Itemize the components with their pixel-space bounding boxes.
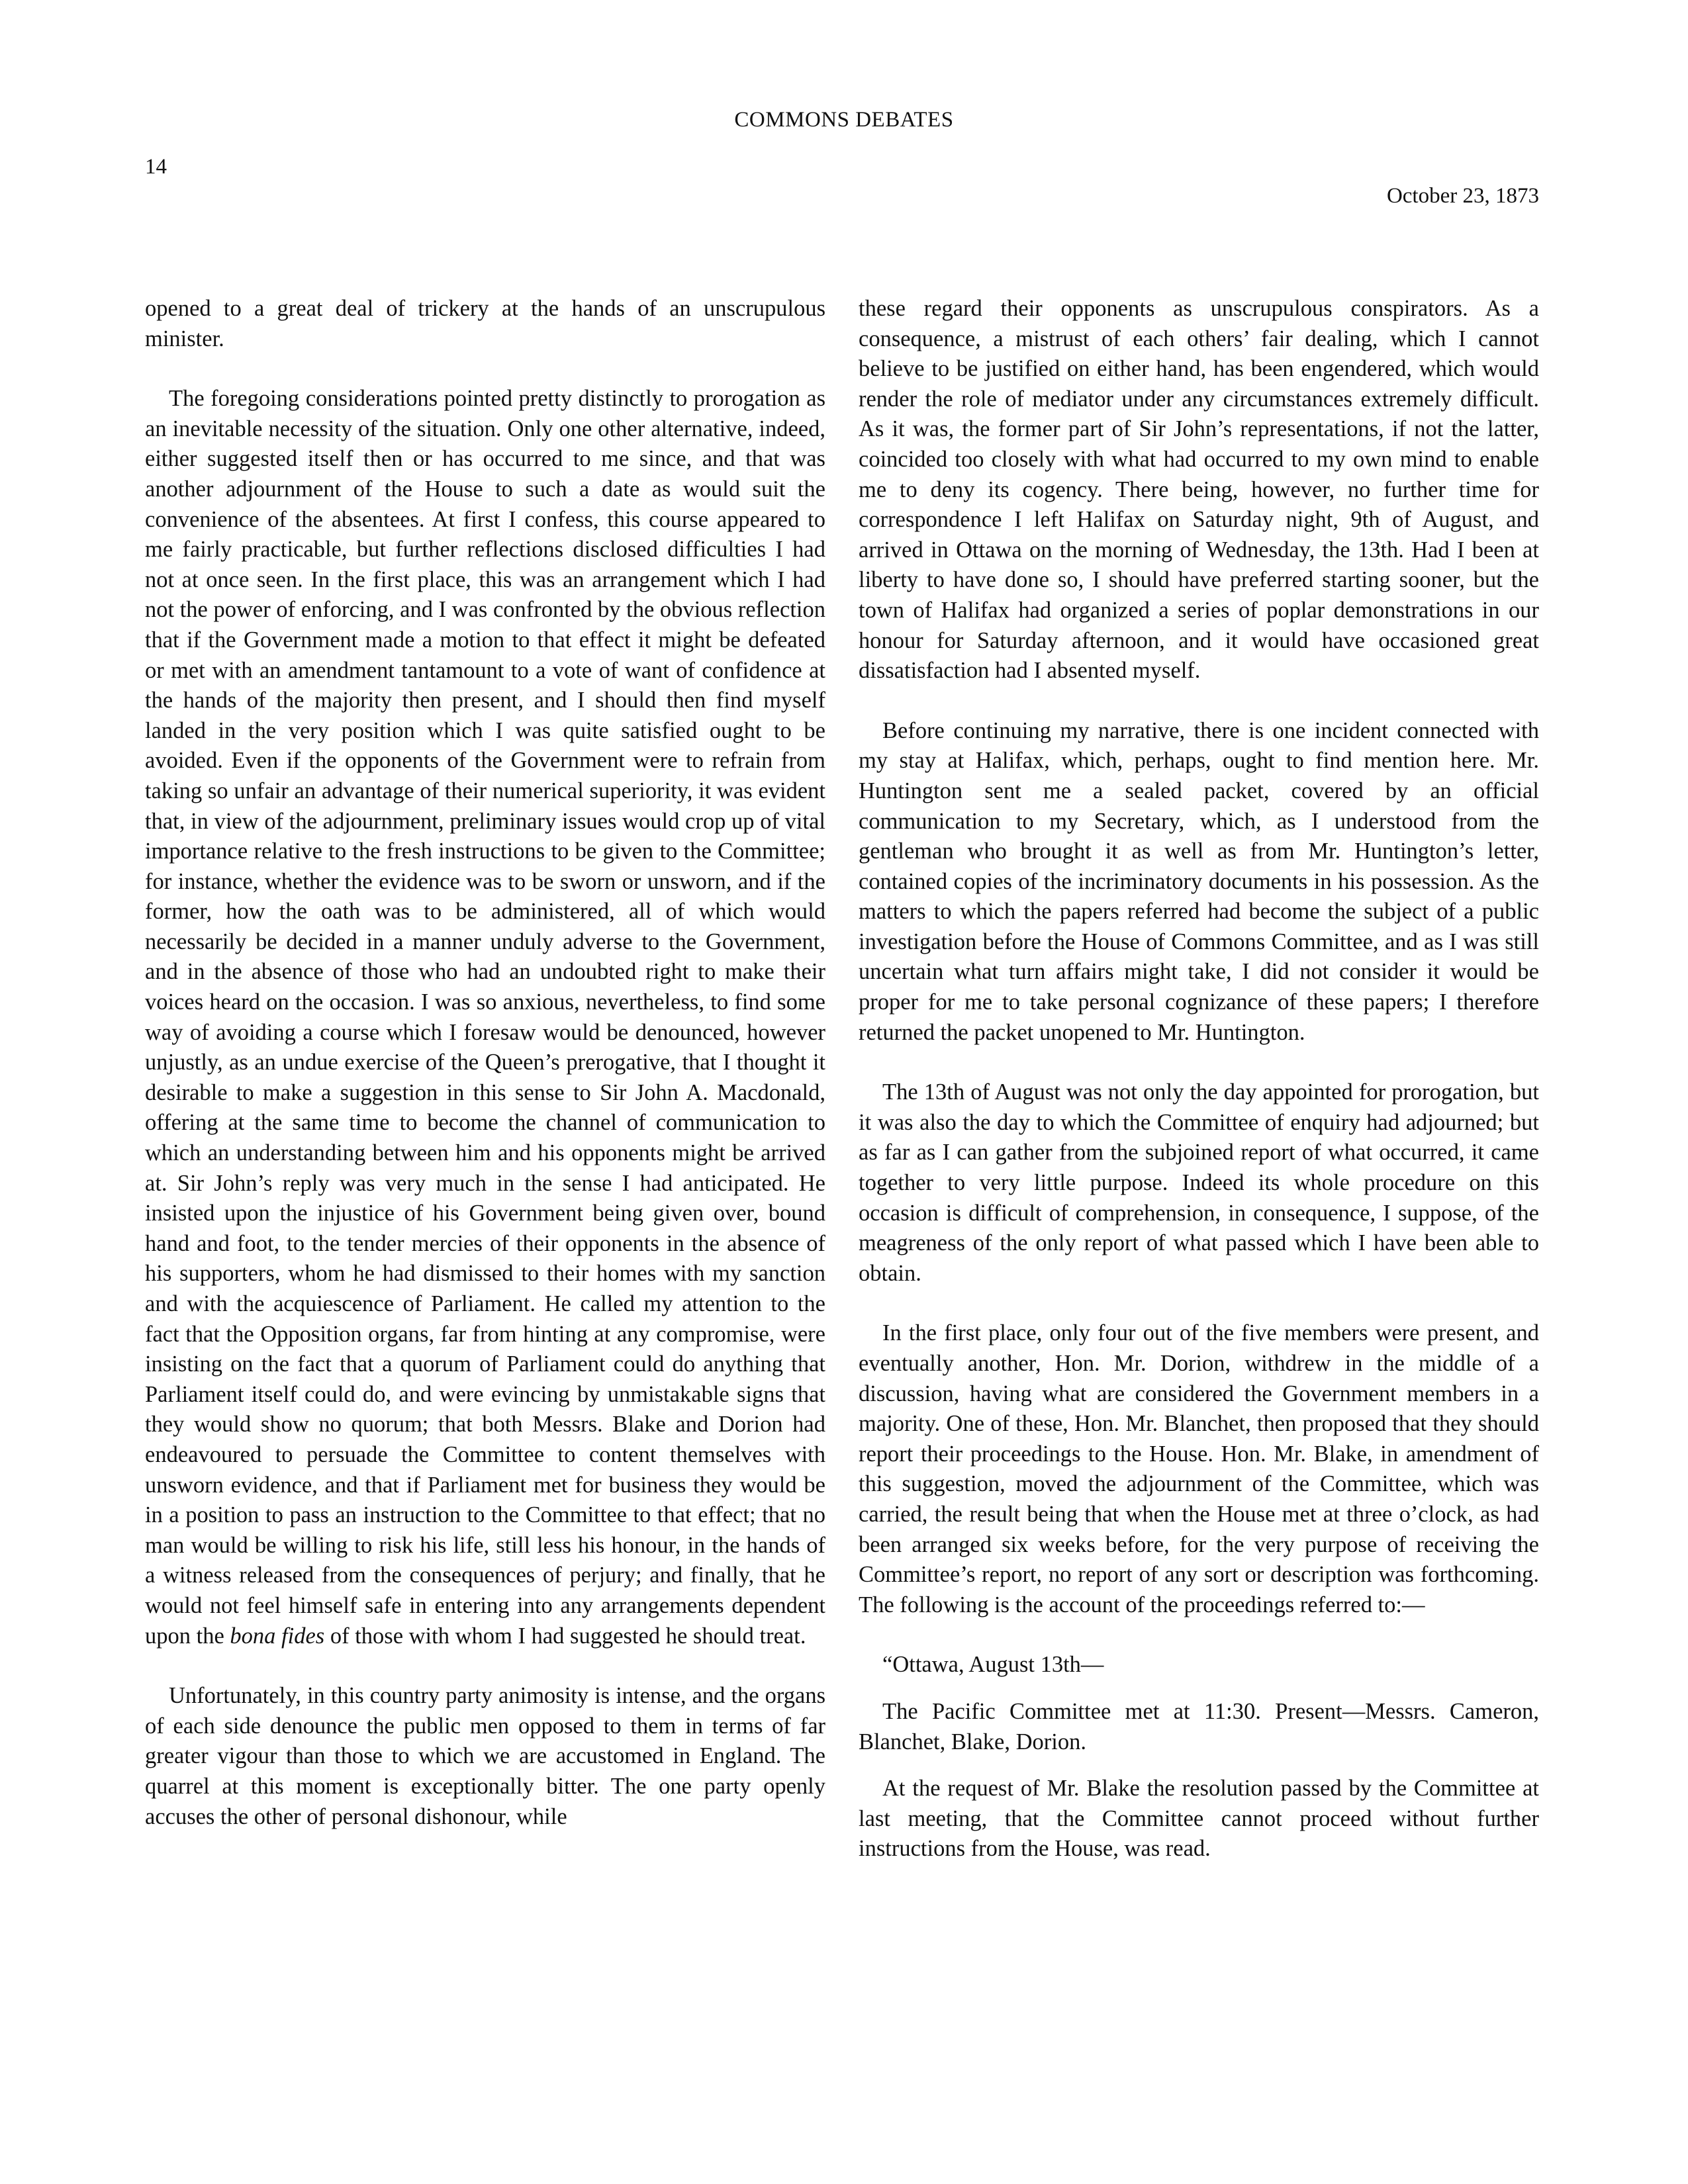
- paragraph: these regard their opponents as unscrupulous conspirators. As a consequence, a mistrust of each others’ fair dealing, which I cannot believe to be justified on either hand, has been engendered, which would render the role of mediator under any circumstances extremely difficult. As it was, the former part of Sir John’s representations, if not the latter, coincided too closely with what had occurred to my own mind to enable me to deny its cogency. There being, however, no further time for correspondence I left Halifax on Saturday night, 9th of August, and arrived in Ottawa on the morning of Wednesday, the 13th. Had I been at liberty to have done so, I should have preferred starting sooner, but the town of Halifax had organized a series of poplar demonstrations in our honour for Saturday afternoon, and it would have occasioned great dissatisfaction had I absented myself.: [859, 296, 1539, 684]
- paragraph: [145, 384, 825, 1651]
- paragraph: opened to a great deal of trickery at the hands of an unscrupulous minister.: [145, 296, 825, 351]
- paragraph: Before continuing my narrative, there is one incident connected with my stay at Halifax, which, perhaps, ought to find mention here. Mr. Huntington sent me a sealed packet, covered by an official communication to my Secretary, which, as I understood from the gentleman who brought it as well as from Mr. Huntington’s letter, contained copies of the incriminatory documents in his possession. As the matters to which the papers referred had become the subject of a public investigation before the House of Commons Committee, and as I was still uncertain what turn affairs might take, I did not consider it would be proper for me to take personal cognizance of these papers; I therefore returned the packet unopened to Mr. Huntington.: [859, 717, 1539, 1045]
- quote-heading: “Ottawa, August 13th—: [882, 1652, 1104, 1678]
- paragraph: In the first place, only four out of the five members were present, and eventually another, Hon. Mr. Dorion, withdrew in the middle of a discussion, having what are considered the Government members in a majority. One of these, Hon. Mr. Blanchet, then proposed that they should report their proceedings to the House. Hon. Mr. Blake, in amendment of this suggestion, moved the adjournment of the Committee, which was carried, the result being that when the House met at three o’clock, as had been arranged six weeks before, for the very purpose of receiving the Committee’s report, no report of any sort or description was forthcoming. The following is the account of the proceedings referred to:—: [859, 1320, 1539, 1617]
- italic-phrase: bona fides: [230, 1623, 325, 1649]
- page-number: 14: [145, 155, 167, 179]
- left-column: [145, 294, 825, 1862]
- paragraph: At the request of Mr. Blake the resolution passed by the Committee at last meeting, that the Committee cannot proceed without further instructions from the House, was read.: [859, 1776, 1539, 1862]
- paragraph: The 13th of August was not only the day appointed for prorogation, but it was also the day to which the Committee of enquiry had adjourned; but as far as I can gather from the subjoined report of what occurred, it came together to very little purpose. Indeed its whole procedure on this occasion is difficult of comprehension, in consequence, I suppose, of the meagreness of the only report of what passed which I have been able to obtain.: [859, 1079, 1539, 1286]
- right-column: [859, 294, 1539, 1894]
- paragraph-text: The foregoing considerations pointed pretty distinctly to prorogation as an inevitable necessity of the situation. Only one other alternative, indeed, either suggested itself then or has occurred to me since, and that was another adjournment of the House to such a date as would suit the convenience of the absentees. At first I confess, this course appeared to me fairly practicable, but further reflections disclosed difficulties I had not at once seen. In the first place, this was an arrangement which I had not the power of enforcing, and I was confronted by the obvious reflection that if the Government made a motion to that effect it might be defeated or met with an amendment tantamount to a vote of want of confidence at the hands of the majority then present, and I should then find myself landed in the very position which I was quite satisfied ought to be avoided. Even if the opponents of the Government were to refrain from taking so unfair an advantage of their numerical superiority, it was evident that, in view of the adjournment, preliminary issues would crop up of vital importance relative to the fresh instructions to be given to the Committee; for instance, whether the evidence was to be sworn or unsworn, and if the former, how the oath was to be administered, all of which would necessarily be decided in a manner unduly adverse to the Government, and in the absence of those who had an undoubted right to make their voices heard on the occasion. I was so anxious, nevertheless, to find some way of avoiding a course which I foresaw would be denounced, however unjustly, as an undue exercise of the Queen’s prerogative, that I thought it desirable to make a suggestion in this sense to Sir John A. Macdonald, offering at the same time to become the channel of communication to which an understanding between him and his opponents might be arrived at. Sir John’s reply was very much in the sense I had anticipated. He insisted upon the injustice of his Government being given over, bound hand and foot, to the tender mercies of their opponents in the absence of his supporters, whom he had dismissed to their homes with my sanction and with the acquiescence of Parliament. He called my attention to the fact that the Opposition organs, far from hinting at any compromise, were insisting on the fact that a quorum of Parliament could do anything that Parliament itself could do, and were evincing by unmistakable signs that they would show no quorum; that both Messrs. Blake and Dorion had endeavoured to persuade the Committee to content themselves with unsworn evidence, and that if Parliament met for business they would be in a position to pass an instruction to the Committee to that effect; that no man would be willing to risk his life, still less his honour, in the hands of a witness released from the consequences of perjury; and finally, that he would not feel himself safe in entering into any arrangements dependent upon the: [145, 386, 825, 1649]
- paragraph-text: of those with whom I had suggested he should treat.: [330, 1623, 806, 1649]
- running-head: COMMONS DEBATES: [734, 108, 954, 132]
- date-line: October 23, 1873: [1386, 184, 1539, 208]
- paragraph: Unfortunately, in this country party animosity is intense, and the organs of each side denounce the public men opposed to them in terms of far greater vigour than those to which we are accustomed in England. The quarrel at this moment is exceptionally bitter. The one party openly accuses the other of personal dishonour, while: [145, 1683, 825, 1829]
- paragraph: The Pacific Committee met at 11:30. Present—Messrs. Cameron, Blanchet, Blake, Dorion.: [859, 1698, 1539, 1754]
